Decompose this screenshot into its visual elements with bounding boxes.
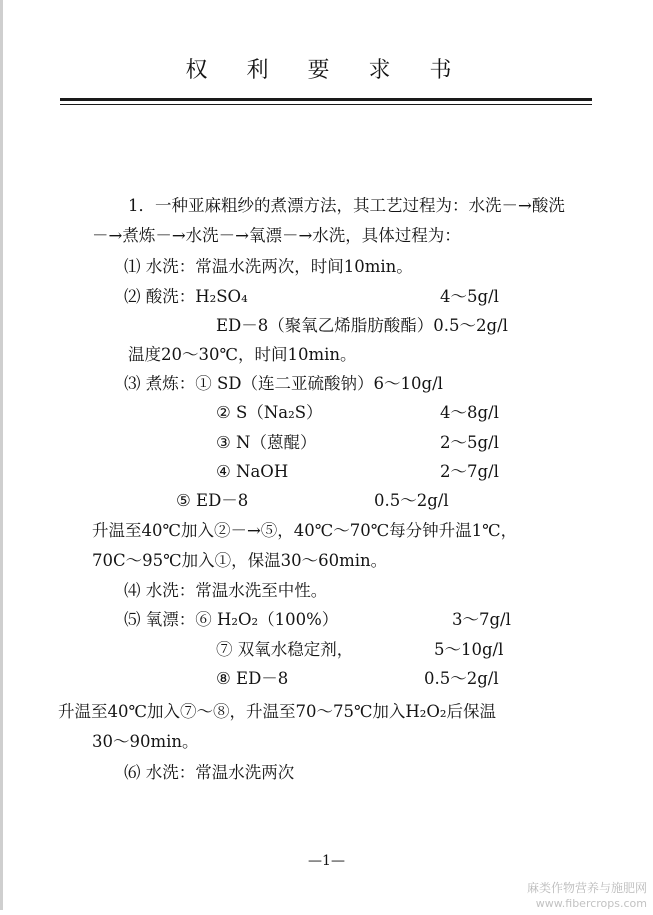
step-3-ed8-dose: 0.5～2g/l <box>374 491 449 510</box>
step-6-water-wash: ⑹ 水洗：常温水洗两次 <box>124 763 295 782</box>
step-5-heating-2: 30～90min。 <box>92 732 199 751</box>
step-1-water-wash: ⑴ 水洗：常温水洗两次，时间10min。 <box>124 257 413 276</box>
step-3-anthraquinone-dose: 2～5g/l <box>440 433 499 452</box>
step-3-anthraquinone: ③ N（蒽醌） <box>216 433 317 452</box>
step-5-ed8-dose: 0.5～2g/l <box>424 669 499 688</box>
claim-line-2: －→煮炼－→水洗－→氧漂－→水洗，具体过程为： <box>92 226 461 245</box>
document-title: 权 利 要 求 书 <box>185 58 468 83</box>
step-3-ed8: ⑤ ED－8 <box>176 491 249 510</box>
step-3-naoh: ④ NaOH <box>216 462 289 481</box>
title-rule-thick <box>60 98 592 101</box>
step-5-stabilizer-dose: 5～10g/l <box>434 640 504 659</box>
step-3-na2s: ② S（Na₂S） <box>216 403 323 422</box>
step-3-heating-2: 70C～95℃加入①，保温30～60min。 <box>92 551 388 570</box>
step-5-oxygen-bleach: ⑸ 氧漂：⑥ H₂O₂（100%） <box>124 610 339 629</box>
step-4-water-wash: ⑷ 水洗：常温水洗至中性。 <box>124 581 328 600</box>
step-5-stabilizer: ⑦ 双氧水稳定剂， <box>216 640 354 659</box>
step-5-ed8: ⑧ ED－8 <box>216 669 289 688</box>
claim-line-1: 1．一种亚麻粗纱的煮漂方法，其工艺过程为：水洗－→酸洗 <box>128 196 565 215</box>
step-3-heating-1: 升温至40℃加入②－→⑤，40℃～70℃每分钟升温1℃， <box>92 521 518 540</box>
watermark-url: www.fibercrops.com <box>535 897 647 910</box>
step-2-ed8: ED－8（聚氧乙烯脂肪酸酯）0.5～2g/l <box>216 316 508 335</box>
page-number: —1— <box>308 853 345 869</box>
step-2-acid-wash: ⑵ 酸洗：H₂SO₄ <box>124 287 248 306</box>
step-3-naoh-dose: 2～7g/l <box>440 462 499 481</box>
step-5-h2o2-dose: 3～7g/l <box>452 610 511 629</box>
title-rule-thin <box>60 104 592 105</box>
step-2-h2so4-dose: 4～5g/l <box>440 287 499 306</box>
step-5-heating-1: 升温至40℃加入⑦～⑧，升温至70～75℃加入H₂O₂后保温 <box>58 702 497 721</box>
watermark-site-name: 麻类作物营养与施肥网 <box>526 881 647 895</box>
step-2-conditions: 温度20～30℃，时间10min。 <box>128 345 357 364</box>
step-3-na2s-dose: 4～8g/l <box>440 403 499 422</box>
step-3-scouring-sd: ⑶ 煮炼：① SD（连二亚硫酸钠）6～10g/l <box>124 374 443 393</box>
